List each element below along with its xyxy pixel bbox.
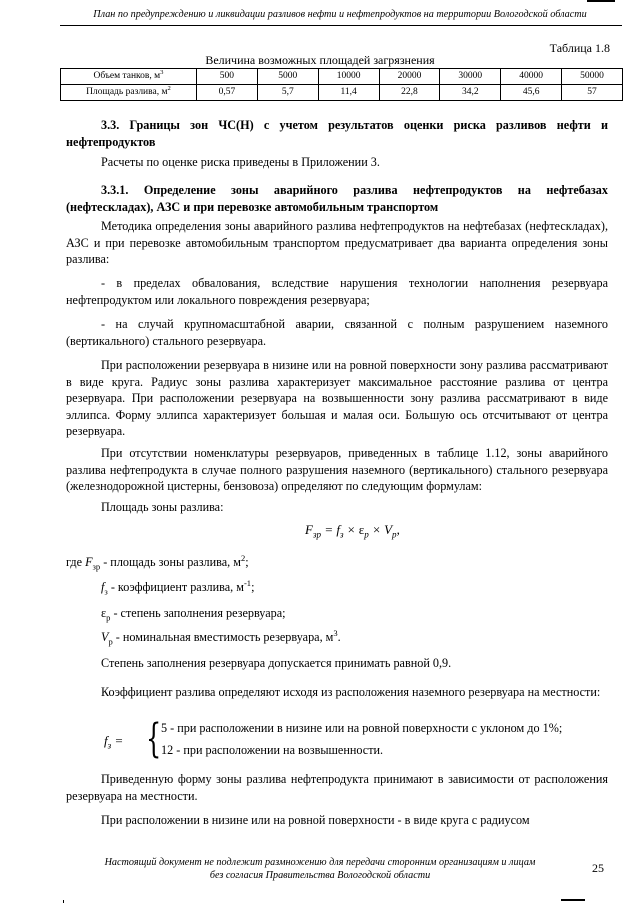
table-number: Таблица 1.8 [549, 41, 610, 55]
definition-coefficient: $f_з$ - коэффициент разлива, $м^{-1}$; [101, 577, 255, 597]
paragraph: При расположении в низине или на ровной поверхности - в виде круга с радиусом [101, 813, 530, 827]
table-cell: 22,8 [379, 85, 440, 101]
paragraph: Коэффициент разлива определяют исходя из расположения наземного резервуара на местности: [101, 685, 601, 699]
scan-mark-top [587, 0, 615, 2]
table-cell: 500 [197, 69, 258, 85]
running-header: План по предупреждению и ликвидации разливов нефти и нефтепродуктов на территории Вологодской области [93, 9, 587, 20]
header-rule [60, 25, 622, 26]
brace-glyph: { [146, 716, 162, 762]
table-cell: 20000 [379, 69, 440, 85]
definition-fill-degree: $\varepsilon_р$ - степень заполнения резервуара; [101, 606, 286, 623]
footer-line: без согласия Правительства Вологодской области [209, 870, 431, 881]
definition-area: где $F_{зр}$ - площадь зоны разлива, $м^2$; [66, 552, 249, 572]
section-heading-3-3-1: 3.3.1. Определение зоны аварийного разлива нефтепродуктов на нефтебазах (нефтескладах), АЗС и при перевозке автомобильным транспортом [66, 183, 608, 214]
table-cell: 11,4 [318, 85, 379, 101]
footer-line: Настоящий документ не подлежит размножению для передачи сторонним организациям и лицам [104, 857, 536, 868]
table-cell: 50000 [562, 69, 623, 85]
formula-lhs: $f_з$ = [104, 733, 124, 751]
table-cell: 10000 [318, 69, 379, 85]
table-cell: 40000 [501, 69, 562, 85]
table-cell: 30000 [440, 69, 501, 85]
table-row-volume [61, 69, 623, 85]
definition-capacity: $V_р$ - номинальная вместимость резервуара, $м^3$. [101, 627, 341, 647]
volume-area-table [60, 68, 623, 101]
spill-area-formula: $F_{зр} = f_з \times \varepsilon_р \times V_р$, [305, 522, 400, 540]
table-title: Величина возможных площадей загрязнения [205, 53, 435, 67]
table-cell: 0,57 [197, 85, 258, 101]
paragraph: Степень заполнения резервуара допускается принимать равной 0,9. [101, 656, 452, 670]
section-heading-3-3: 3.3. Границы зон ЧС(Н) с учетом результатов оценки риска разливов нефти и нефтепродуктов [66, 118, 608, 149]
table-cell: 5,7 [257, 85, 318, 101]
formula-case-lowland: 5 - при расположении в низине или на ровной поверхности с уклоном до 1%; [161, 721, 563, 735]
paragraph: - в пределах обвалования, вследствие нарушения технологии наполнения резервуара нефтепродуктом или локального повреждения резервуара; [66, 276, 608, 307]
paragraph: Расчеты по оценке риска приведены в Приложении 3. [101, 155, 380, 169]
table-row-area [61, 85, 623, 101]
table-cell: 34,2 [440, 85, 501, 101]
paragraph: - на случай крупномасштабной аварии, связанной с полным разрушением наземного (вертикального) стального резервуара. [66, 317, 608, 348]
page-number: 25 [592, 861, 604, 875]
paragraph: Методика определения зоны аварийного разлива нефтепродуктов на нефтебазах (нефтескладах), АЗС и при перевозке автомобильным транспортом предусматривает два варианта определения зоны разлива: [66, 219, 608, 266]
table-cell: 57 [562, 85, 623, 101]
table-row-label: Площадь разлива, $м^2$ [61, 85, 197, 101]
scan-mark-bottom-right [561, 899, 585, 901]
scan-mark-bottom-left [63, 900, 64, 903]
paragraph: Приведенную форму зоны разлива нефтепродукта принимают в зависимости от расположения резервуара на местности. [66, 772, 608, 803]
table-cell: 5000 [257, 69, 318, 85]
paragraph: Площадь зоны разлива: [101, 500, 224, 514]
formula-case-elevation: 12 - при расположении на возвышенности. [161, 743, 384, 757]
footer-notice [80, 856, 560, 882]
paragraph: При расположении резервуара в низине или на ровной поверхности зону разлива рассматривают в виде круга. Радиус зоны разлива характеризует максимальное расстояние разлива от центра резервуара. При расположении резервуара на возвышенности зону разлива рассматривают в виде эллипса. Форму эллипса характеризует большая и малая оси. Большую ось отсчитывают от центра резервуара. [66, 358, 608, 438]
table-row-label: Объем танков, $м^3$ [61, 69, 197, 85]
table-cell: 45,6 [501, 85, 562, 101]
spill-coefficient-formula [104, 716, 574, 763]
paragraph: При отсутствии номенклатуры резервуаров, приведенных в таблице 1.12, зоны аварийного разлива нефтепродукта в случае полного разрушения наземного (вертикального) стального резервуара (железнодорожной цистерны, бензовоза) определяют по следующим формулам: [66, 446, 608, 493]
